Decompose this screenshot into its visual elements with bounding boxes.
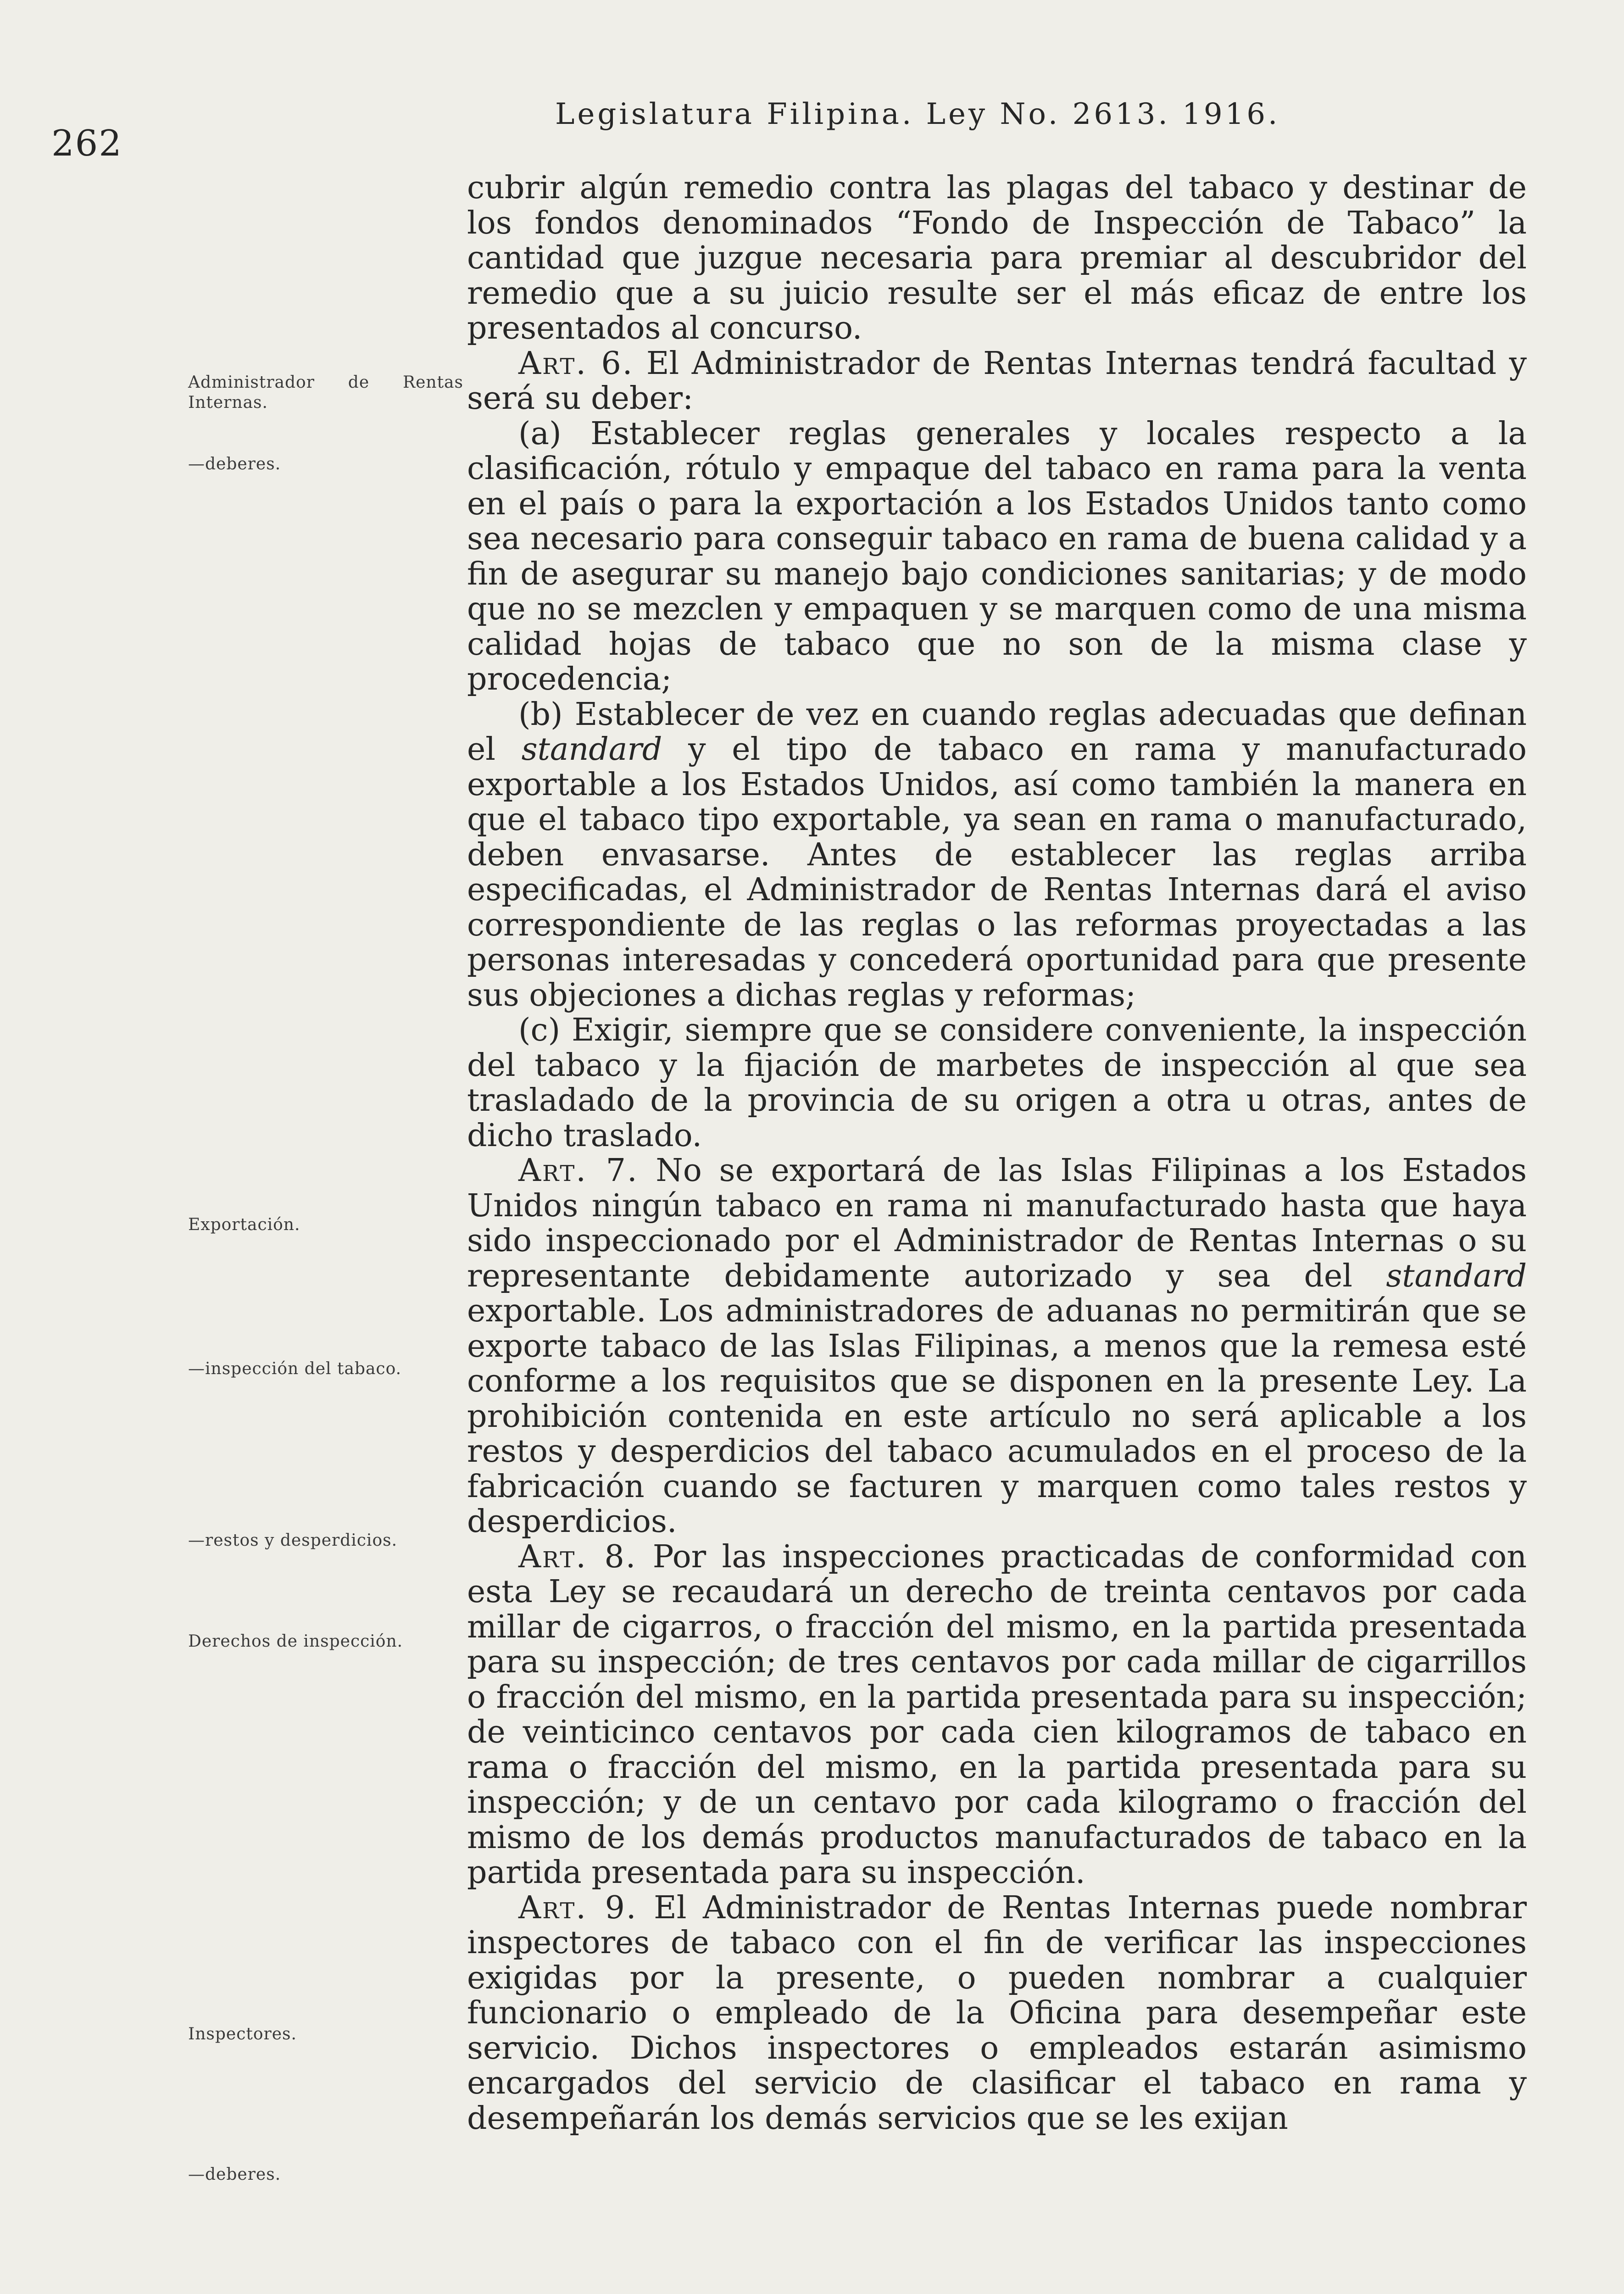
article-label: Art. 6.: [518, 345, 634, 382]
running-head: Legislatura Filipina. Ley No. 2613. 1916.: [555, 97, 1280, 131]
article-label: Art. 8.: [518, 1538, 637, 1575]
paragraph-art-7: [467, 1153, 1527, 1540]
paragraph-b-text-1: (b) Establecer de vez en cuando reglas adecuadas que definan el: [467, 696, 1527, 768]
paragraph-continuation: cubrir algún remedio contra las plagas del tabaco y destinar de los fondos denominados “Fondo de Inspección de Tabaco” la cantidad que juzgue necesaria para premiar al descubridor del remedio que a su juicio resulte ser el más eficaz de entre los presentados al concurso.: [467, 170, 1527, 346]
margin-note-inspectores: Inspectores.: [188, 2025, 297, 2043]
paragraph-a: (a) Establecer reglas generales y locales respecto a la clasificación, rótulo y empaque del tabaco en rama para la venta en el país o para la exportación a los Estados Unidos tanto como sea necesario para conseguir tabaco en rama de buena calidad y a fin de asegurar su manejo bajo condiciones sanitarias; y de modo que no se mezclen y empaquen y se marquen como de una misma calidad hojas de tabaco que no son de la misma clase y procedencia;: [467, 415, 1527, 697]
page-number: 262: [51, 123, 122, 164]
article-label: Art. 9.: [518, 1889, 638, 1926]
paragraph-art-8: [467, 1540, 1527, 1891]
paragraph-b: [467, 697, 1527, 1013]
article-text-2: exportable. Los administradores de aduanas no permitirán que se exporte tabaco de las Islas Filipinas, a menos que la remesa esté conforme a los requisitos que se disponen en la presente Ley. La prohibición contenida en este artículo no será aplicable a los restos y desperdicios del tabaco acumulados en el proceso de la fabricación cuando se facturen y marquen como tales restos y desperdicios.: [467, 1293, 1527, 1540]
italic-standard: standard: [521, 731, 662, 768]
paragraph-art-9: [467, 1891, 1527, 2137]
article-text: El Administrador de Rentas Internas puede nombrar inspectores de tabaco con el fin de verificar las inspecciones exigidas por la presente, o pueden nombrar a cualquier funcionario o empleado de la Oficina para desempeñar este servicio. Dichos inspectores o empleados estarán asimismo encargados del servicio de clasificar el tabaco en rama y desempeñarán los demás servicios que se les exijan: [467, 1889, 1527, 2137]
margin-note-deberes-inspectores: —deberes.: [188, 2165, 281, 2184]
paragraph-b-text-2: y el tipo de tabaco en rama y manufacturado exportable a los Estados Unidos, así como también la manera en que el tabaco tipo exportable, ya sean en rama o manufacturado, deben envasarse. Antes de establecer las reglas arriba especificadas, el Administrador de Rentas Internas dará el aviso correspondiente de las reglas o las reformas proyectadas a las personas interesadas y concederá oportunidad para que presente sus objeciones a dichas reglas y reformas;: [467, 731, 1527, 1013]
article-text-1: No se exportará de las Islas Filipinas a los Estados Unidos ningún tabaco en rama ni manufacturado hasta que haya sido inspeccionado por el Administrador de Rentas Internas o su representante debidamente autorizado y sea del: [467, 1153, 1527, 1294]
article-text: Por las inspecciones practicadas de conformidad con esta Ley se recaudará un derecho de treinta centavos por cada millar de cigarros, o fracción del mismo, en la partida presentada para su inspección; de tres centavos por cada millar de cigarrillos o fracción del mismo, en la partida presentada para su inspección; de veinticinco centavos por cada cien kilogramos de tabaco en rama o fracción del mismo, en la partida presentada para su inspección; y de un centavo por cada kilogramo o fracción del mismo de los demás productos manufacturados de tabaco en la partida presentada para su inspección.: [467, 1538, 1527, 1891]
article-label: Art. 7.: [518, 1153, 639, 1189]
margin-note-deberes: —deberes.: [188, 455, 281, 473]
margin-note-inspeccion-tabaco: —inspección del tabaco.: [188, 1359, 402, 1378]
article-text: El Administrador de Rentas Internas tendrá facultad y será su deber:: [467, 345, 1527, 417]
paragraph-art-6: [467, 346, 1527, 417]
body-text: [467, 171, 1527, 2136]
margin-note-administrador: Administrador de Rentas Internas.: [188, 373, 463, 412]
paragraph-c: (c) Exigir, siempre que se considere conveniente, la inspección del tabaco y la fijación de marbetes de inspección al que sea trasladado de la provincia de su origen a otra u otras, antes de dicho traslado.: [467, 1012, 1527, 1154]
margin-note-exportacion: Exportación.: [188, 1215, 300, 1234]
italic-standard: standard: [1386, 1258, 1527, 1294]
margin-note-restos: —restos y desperdicios.: [188, 1531, 398, 1550]
margin-note-derechos: Derechos de inspección.: [188, 1632, 403, 1651]
